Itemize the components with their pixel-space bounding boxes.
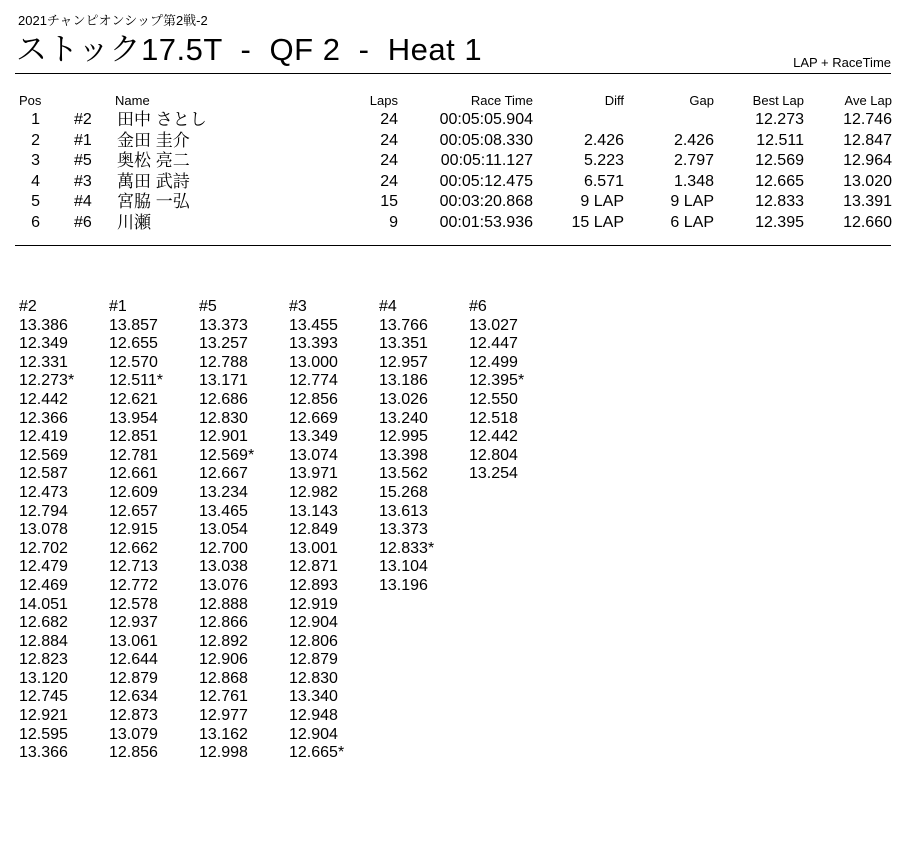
lap-time: 13.351	[379, 335, 428, 353]
lap-time: 12.655	[109, 335, 158, 353]
lap-column	[379, 298, 434, 596]
best-lap-cell: 12.569	[755, 152, 804, 170]
car-number-cell: #4	[74, 193, 92, 211]
car-number-cell: #6	[74, 214, 92, 231]
lap-time: 12.479	[19, 558, 68, 576]
laps-cell: 24	[380, 152, 398, 170]
lap-time: 12.995	[379, 428, 428, 446]
lap-time: 12.331	[19, 353, 68, 371]
col-header-diff: Diff	[604, 93, 624, 108]
driver-name-cell: 金田 圭介	[117, 130, 190, 150]
lap-time: 12.702	[19, 539, 68, 557]
lap-time: 12.595	[19, 725, 68, 743]
lap-time: 12.904	[289, 725, 338, 743]
lap-time: 14.051	[19, 595, 68, 613]
lap-time: 12.977	[199, 707, 248, 725]
header-rule	[15, 73, 891, 74]
lap-time: 12.884	[19, 632, 68, 650]
lap-time: 12.806	[289, 632, 338, 650]
lap-time: 12.871	[289, 558, 338, 576]
lap-time: 12.830	[289, 669, 338, 687]
lap-time: 13.027	[469, 316, 518, 334]
lap-time: 12.621	[109, 390, 158, 408]
col-header-race-time: Race Time	[470, 93, 533, 108]
lap-time: 12.873	[109, 707, 158, 725]
lap-time: 12.395*	[469, 372, 525, 390]
laps-cell: 9	[389, 214, 398, 231]
page-title: ストック17.5T - QF 2 - Heat 1	[16, 32, 483, 67]
lap-column-header: #4	[379, 298, 397, 315]
lap-time: 12.804	[469, 446, 518, 464]
lap-time: 12.713	[109, 558, 158, 576]
lap-time: 12.667	[199, 465, 248, 483]
driver-name-cell: 萬田 武詩	[117, 171, 190, 191]
lap-time: 12.868	[199, 669, 248, 687]
lap-time: 13.054	[199, 521, 248, 539]
race-time-cell: 00:01:53.936	[439, 214, 533, 231]
race-time-cell: 00:05:08.330	[439, 131, 533, 149]
lap-time: 12.570	[109, 353, 158, 371]
pos-cell: 4	[31, 172, 40, 190]
pos-cell: 2	[31, 131, 40, 149]
lap-time: 12.851	[109, 428, 158, 446]
lap-time: 13.038	[199, 558, 248, 576]
col-header-laps: Laps	[369, 93, 398, 108]
lap-time: 13.465	[199, 502, 248, 520]
car-number-cell: #3	[74, 172, 92, 190]
lap-time: 12.745	[19, 688, 68, 706]
lap-time: 13.000	[289, 353, 338, 371]
lap-time: 12.686	[199, 390, 248, 408]
ave-lap-cell: 13.020	[843, 172, 892, 190]
lap-time: 13.076	[199, 576, 248, 594]
laps-cell: 24	[380, 131, 398, 149]
lap-time: 12.849	[289, 521, 338, 539]
lap-time: 13.186	[379, 372, 428, 390]
pos-cell: 5	[31, 193, 40, 211]
lap-time: 12.578	[109, 595, 158, 613]
diff-cell: 2.426	[583, 131, 624, 149]
lap-time: 13.001	[289, 539, 338, 557]
car-number-cell: #5	[74, 152, 92, 170]
lap-column	[109, 298, 163, 763]
lap-column	[469, 298, 524, 484]
lap-time: 13.373	[199, 316, 248, 334]
lap-time: 13.613	[379, 502, 428, 520]
car-number-cell: #1	[74, 131, 92, 149]
driver-name-cell: 田中 さとし	[117, 110, 207, 129]
lap-time: 13.171	[199, 372, 248, 390]
lap-time: 13.104	[379, 558, 428, 576]
lap-column	[19, 298, 74, 763]
race-time-cell: 00:05:11.127	[440, 152, 533, 170]
lap-column-header: #6	[469, 298, 487, 315]
driver-name-cell: 川瀬	[117, 213, 151, 232]
lap-time: 12.419	[19, 428, 68, 446]
diff-cell: 9 LAP	[580, 193, 624, 211]
laps-cell: 24	[380, 111, 398, 128]
lap-time: 12.788	[199, 353, 248, 371]
best-lap-cell: 12.511	[756, 131, 804, 149]
col-header-pos: Pos	[19, 93, 42, 108]
lap-time: 12.442	[19, 390, 68, 408]
lap-time: 12.998	[199, 744, 248, 762]
lap-time: 12.569	[19, 446, 68, 464]
lap-column	[289, 298, 344, 763]
lap-time: 13.366	[19, 744, 68, 762]
lap-time: 13.562	[379, 465, 428, 483]
lap-time: 12.879	[109, 669, 158, 687]
lap-time: 12.644	[109, 651, 158, 669]
lap-time: 12.473	[19, 483, 68, 501]
lap-time: 12.634	[109, 688, 158, 706]
lap-time: 13.349	[289, 428, 338, 446]
lap-time: 12.661	[109, 465, 158, 483]
lap-time: 12.469	[19, 576, 68, 594]
lap-time: 13.078	[19, 521, 68, 539]
lap-time: 12.511*	[109, 372, 163, 390]
lap-time: 12.569*	[199, 446, 255, 464]
ave-lap-cell: 12.964	[843, 152, 892, 170]
lap-time: 12.830	[199, 409, 248, 427]
lap-time: 12.904	[289, 614, 338, 632]
lap-time: 13.455	[289, 316, 338, 334]
lap-time: 12.866	[199, 614, 248, 632]
lap-time: 12.901	[199, 428, 248, 446]
ave-lap-cell: 12.847	[843, 131, 892, 149]
lap-column-header: #5	[199, 298, 217, 315]
lap-time: 12.499	[469, 353, 518, 371]
best-lap-cell: 12.273	[755, 111, 804, 128]
diff-cell: 15 LAP	[571, 214, 624, 231]
lap-time: 12.823	[19, 651, 68, 669]
gap-cell: 9 LAP	[670, 193, 714, 211]
col-header-ave-lap: Ave Lap	[844, 93, 892, 108]
lap-time: 12.609	[109, 483, 158, 501]
lap-time: 13.954	[109, 409, 158, 427]
lap-time: 13.386	[19, 316, 68, 334]
lap-time: 13.766	[379, 316, 428, 334]
lap-time: 13.196	[379, 576, 428, 594]
lap-time: 12.856	[289, 390, 338, 408]
lap-time: 13.971	[289, 465, 338, 483]
best-lap-cell: 12.665	[755, 172, 804, 190]
lap-time: 12.906	[199, 651, 248, 669]
lap-time: 13.234	[199, 483, 248, 501]
result-mode-label: LAP + RaceTime	[793, 55, 891, 70]
lap-time: 12.669	[289, 409, 338, 427]
lap-time: 12.781	[109, 446, 158, 464]
col-header-name: Name	[115, 93, 150, 108]
laps-cell: 15	[380, 193, 398, 211]
lap-column-header: #2	[19, 298, 37, 315]
lap-time: 12.682	[19, 614, 68, 632]
best-lap-cell: 12.395	[755, 214, 804, 231]
col-header-gap: Gap	[689, 93, 714, 108]
lap-time: 12.982	[289, 483, 338, 501]
lap-time: 12.349	[19, 335, 68, 353]
lap-time: 13.240	[379, 409, 428, 427]
lap-time: 12.662	[109, 539, 158, 557]
lap-time: 12.665*	[289, 744, 345, 762]
driver-name-cell: 奥松 亮二	[117, 151, 190, 171]
lap-time: 13.393	[289, 335, 338, 353]
lap-time: 12.657	[109, 502, 158, 520]
lap-time: 12.879	[289, 651, 338, 669]
lap-time: 12.833*	[379, 539, 435, 557]
gap-cell: 6 LAP	[670, 214, 714, 231]
car-number-cell: #2	[74, 111, 92, 128]
lap-time: 12.774	[289, 372, 338, 390]
lap-time: 13.340	[289, 688, 338, 706]
ave-lap-cell: 13.391	[843, 193, 892, 211]
lap-time: 12.948	[289, 707, 338, 725]
lap-time: 13.398	[379, 446, 428, 464]
lap-time: 12.888	[199, 595, 248, 613]
lap-time: 13.373	[379, 521, 428, 539]
race-time-cell: 00:03:20.868	[439, 193, 533, 211]
lap-time: 12.892	[199, 632, 248, 650]
event-subtitle: 2021チャンピオンシップ第2戦-2	[18, 13, 208, 28]
diff-cell: 5.223	[583, 152, 624, 170]
lap-time: 12.587	[19, 465, 68, 483]
col-header-best-lap: Best Lap	[752, 93, 804, 108]
best-lap-cell: 12.833	[755, 193, 804, 211]
lap-time: 13.074	[289, 446, 338, 464]
pos-cell: 6	[31, 214, 40, 231]
diff-cell: 6.571	[583, 172, 624, 190]
lap-time: 13.079	[109, 725, 158, 743]
lap-time: 12.893	[289, 576, 338, 594]
lap-time: 13.162	[199, 725, 248, 743]
lap-time: 12.273*	[19, 372, 75, 390]
pos-cell: 3	[31, 152, 40, 170]
lap-time: 12.915	[109, 521, 158, 539]
laps-cell: 24	[380, 172, 398, 190]
lap-time: 12.794	[19, 502, 68, 520]
lap-time: 12.921	[19, 707, 68, 725]
lap-time: 12.447	[469, 335, 518, 353]
lap-column	[199, 298, 254, 763]
lap-time: 12.700	[199, 539, 248, 557]
lap-time: 13.257	[199, 335, 248, 353]
lap-time: 12.518	[469, 409, 518, 427]
lap-column-header: #1	[109, 298, 127, 315]
pos-cell: 1	[31, 111, 40, 128]
lap-time: 13.026	[379, 390, 428, 408]
table-bottom-rule	[15, 245, 891, 246]
ave-lap-cell: 12.746	[843, 111, 892, 128]
lap-time: 12.937	[109, 614, 158, 632]
lap-time: 13.143	[289, 502, 338, 520]
gap-cell: 2.797	[673, 152, 714, 170]
lap-time: 12.919	[289, 595, 338, 613]
lap-time: 13.254	[469, 465, 518, 483]
lap-column-header: #3	[289, 298, 307, 315]
race-time-cell: 00:05:12.475	[439, 172, 533, 190]
lap-time: 12.957	[379, 353, 428, 371]
gap-cell: 1.348	[673, 172, 714, 190]
lap-time: 13.120	[19, 669, 68, 687]
lap-time: 12.366	[19, 409, 68, 427]
gap-cell: 2.426	[673, 131, 714, 149]
lap-time: 13.061	[109, 632, 158, 650]
ave-lap-cell: 12.660	[843, 214, 892, 231]
driver-name-cell: 宮脇 一弘	[117, 192, 190, 212]
lap-time: 12.550	[469, 390, 518, 408]
lap-time: 12.856	[109, 744, 158, 762]
lap-time: 13.857	[109, 316, 158, 334]
lap-time: 12.772	[109, 576, 158, 594]
lap-time: 12.442	[469, 428, 518, 446]
lap-time: 12.761	[199, 688, 248, 706]
lap-time: 15.268	[379, 483, 428, 501]
race-time-cell: 00:05:05.904	[439, 111, 533, 128]
